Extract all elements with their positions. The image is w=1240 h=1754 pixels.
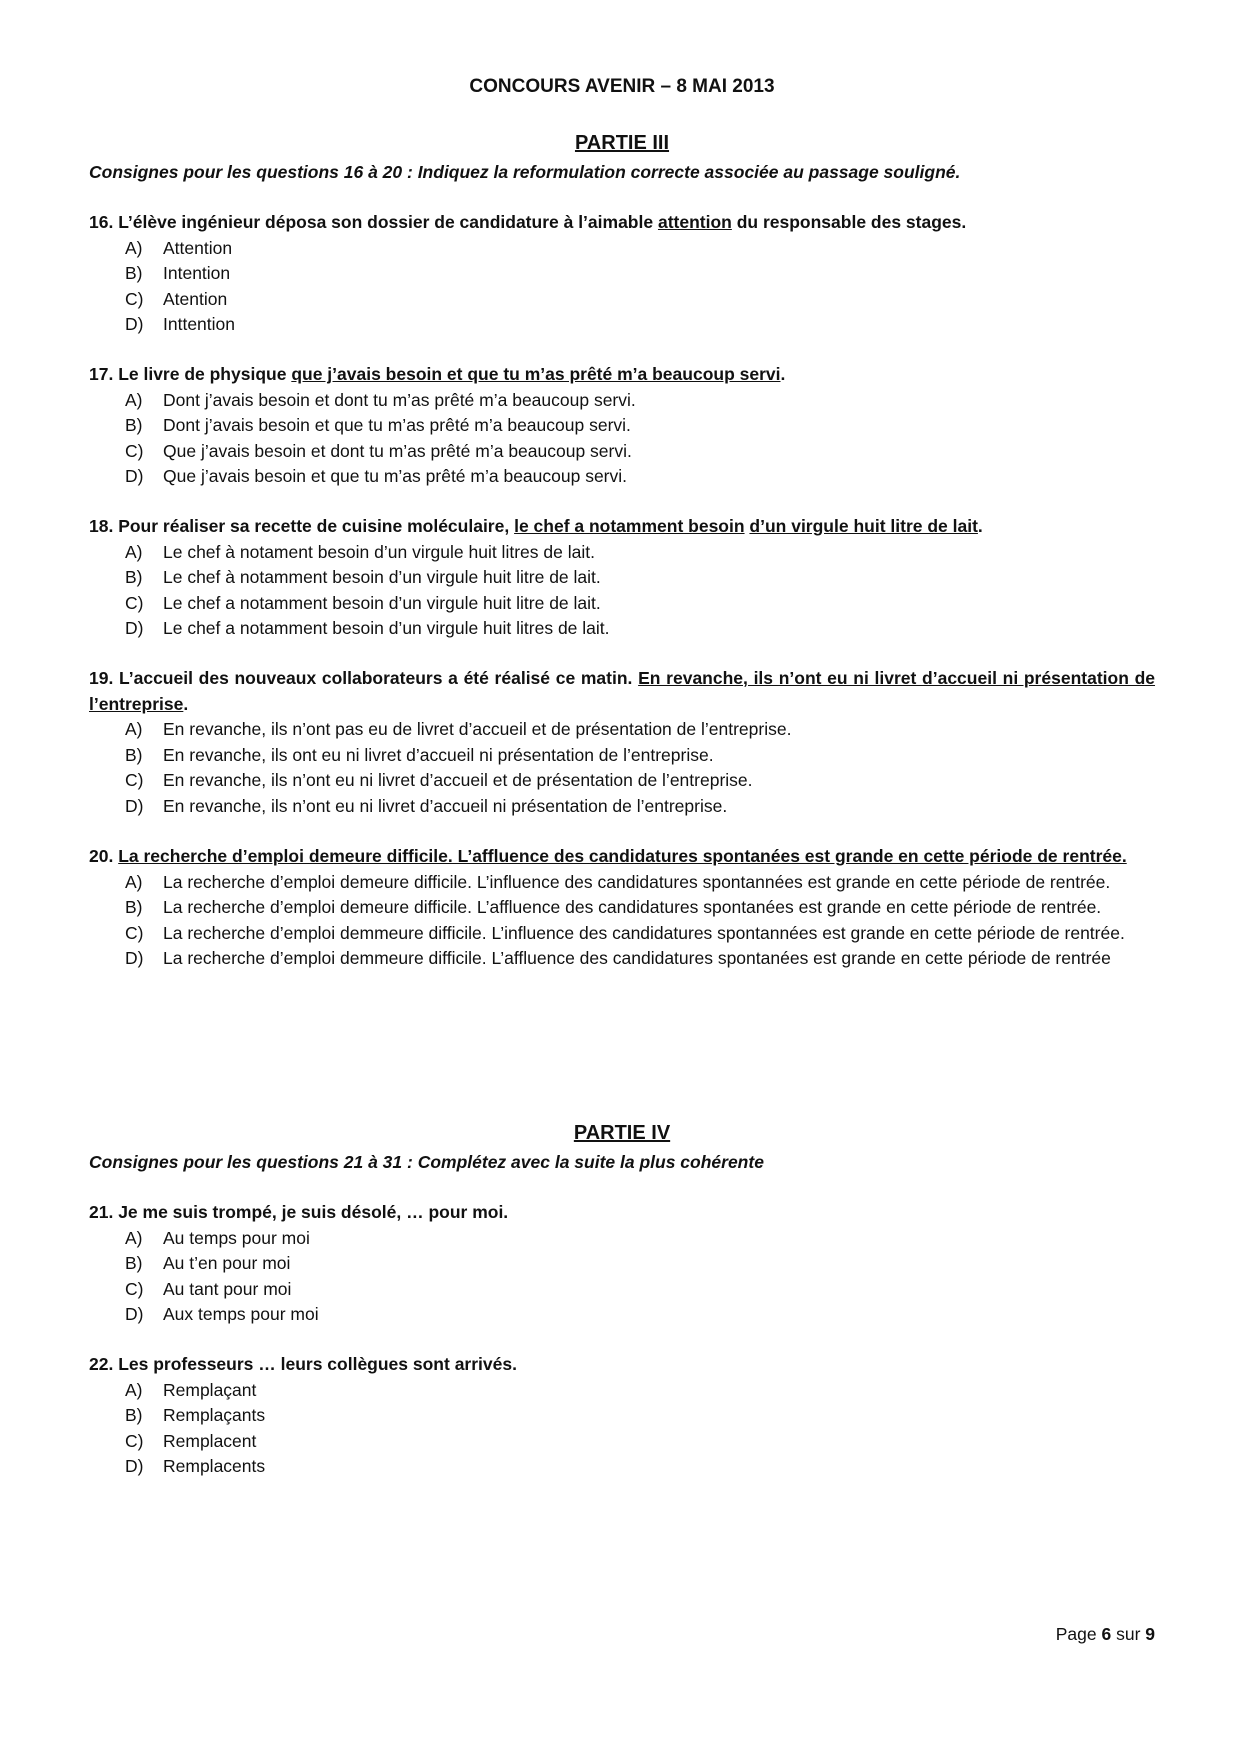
option-c[interactable]: C) Remplacent: [125, 1430, 257, 1451]
option-a[interactable]: A) Remplaçant: [125, 1379, 257, 1400]
question-17-options: [89, 388, 1155, 490]
option-d[interactable]: D) La recherche d’emploi demmeure difficile. L’affluence des candidatures spontanées est grande en cette période de rentrée: [125, 948, 1111, 968]
option-a[interactable]: A) La recherche d’emploi demeure difficile. L’influence des candidatures spontannées est grande en cette période de rentrée.: [125, 871, 1111, 892]
option-a[interactable]: A) Dont j’avais besoin et dont tu m’as prêté m’a beaucoup servi.: [125, 389, 636, 410]
question-21-stem: 21. Je me suis trompé, je suis désolé, … pour moi.: [89, 1202, 509, 1222]
question-22: [89, 1352, 1155, 1480]
option-c[interactable]: C) Que j’avais besoin et dont tu m’as prêté m’a beaucoup servi.: [125, 440, 632, 461]
question-18-underlined-1: le chef a notamment besoin: [514, 516, 745, 536]
question-19-options: [89, 717, 1155, 819]
question-19-stem: 19. L’accueil des nouveaux collaborateurs a été réalisé ce matin. En revanche, ils n’ont eu ni livret d’accueil ni présentation de l’entreprise.: [89, 668, 1156, 714]
part-3-title: PARTIE III: [574, 132, 670, 154]
option-c[interactable]: C) Atention: [125, 288, 228, 309]
option-c[interactable]: C) Au tant pour moi: [125, 1278, 292, 1299]
question-20-options: [89, 870, 1155, 972]
exam-page: [89, 0, 1155, 1754]
page-number: Page 6 sur 9: [1055, 1624, 1155, 1644]
option-b[interactable]: B) Au t’en pour moi: [125, 1253, 291, 1273]
option-b[interactable]: B) Remplaçants: [125, 1405, 266, 1425]
option-b[interactable]: B) Intention: [125, 263, 231, 283]
question-16-stem: 16. L’élève ingénieur déposa son dossier de candidature à l’aimable attention du responsable des stages.: [89, 212, 967, 232]
question-16: [89, 210, 1155, 338]
part-3-instructions: Consignes pour les questions 16 à 20 : Indiquez la reformulation correcte associée au passage souligné.: [89, 162, 961, 182]
question-22-stem: 22. Les professeurs … leurs collègues sont arrivés.: [89, 1354, 517, 1374]
option-b[interactable]: B) En revanche, ils ont eu ni livret d’accueil ni présentation de l’entreprise.: [125, 744, 714, 765]
question-21-options: [89, 1226, 1155, 1328]
option-a[interactable]: A) Le chef à notament besoin d’un virgule huit litres de lait.: [125, 541, 595, 562]
option-b[interactable]: B) Dont j’avais besoin et que tu m’as prêté m’a beaucoup servi.: [125, 415, 631, 435]
option-d[interactable]: D) En revanche, ils n’ont eu ni livret d’accueil ni présentation de l’entreprise.: [125, 795, 728, 816]
option-d[interactable]: D) Inttention: [125, 314, 235, 334]
option-a[interactable]: A) En revanche, ils n’ont pas eu de livret d’accueil et de présentation de l’entreprise.: [125, 719, 792, 739]
option-d[interactable]: D) Remplacents: [125, 1456, 266, 1476]
part-4-instructions: Consignes pour les questions 21 à 31 : Complétez avec la suite la plus cohérente: [89, 1152, 764, 1172]
question-19-underlined: En revanche, ils n’ont eu ni livret d’accueil ni présentation de l’entreprise: [89, 668, 1156, 714]
question-18: [89, 514, 1155, 642]
option-d[interactable]: D) Le chef a notamment besoin d’un virgule huit litres de lait.: [125, 618, 610, 638]
question-17: [89, 362, 1155, 490]
document-title: CONCOURS AVENIR – 8 MAI 2013: [469, 76, 775, 97]
question-17-underlined: que j’avais besoin et que tu m’as prêté m’a beaucoup servi: [291, 364, 781, 384]
question-18-underlined-2: d’un virgule huit litre de lait: [749, 516, 978, 536]
option-d[interactable]: D) Aux temps pour moi: [125, 1304, 319, 1324]
part-4-title: PARTIE IV: [573, 1122, 671, 1144]
question-20-stem: 20. La recherche d’emploi demeure difficile. L’affluence des candidatures spontanées est grande en cette période de rentrée.: [89, 846, 1127, 866]
question-18-options: [89, 540, 1155, 642]
option-b[interactable]: B) La recherche d’emploi demeure difficile. L’affluence des candidatures spontanées est grande en cette période de rentrée.: [125, 897, 1102, 917]
question-22-options: [89, 1378, 1155, 1480]
question-21: [89, 1200, 1155, 1328]
option-a[interactable]: A) Attention: [125, 237, 233, 258]
question-16-underlined: attention: [657, 212, 732, 232]
option-a[interactable]: A) Au temps pour moi: [125, 1227, 310, 1248]
question-20: [89, 844, 1155, 972]
option-d[interactable]: D) Que j’avais besoin et que tu m’as prêté m’a beaucoup servi.: [125, 466, 628, 486]
question-19: [89, 666, 1155, 819]
option-b[interactable]: B) Le chef à notamment besoin d’un virgule huit litre de lait.: [125, 567, 601, 587]
option-c[interactable]: C) Le chef a notamment besoin d’un virgule huit litre de lait.: [125, 592, 601, 613]
option-c[interactable]: C) La recherche d’emploi demmeure difficile. L’influence des candidatures spontannées est grande en cette période de rentrée.: [125, 922, 1125, 943]
question-18-stem: 18. Pour réaliser sa recette de cuisine moléculaire, le chef a notamment besoin d’un virgule huit litre de lait.: [89, 516, 983, 536]
question-20-underlined: La recherche d’emploi demeure difficile. L’affluence des candidatures spontanées est grande en cette période de rentrée.: [118, 846, 1127, 866]
question-17-stem: 17. Le livre de physique que j’avais besoin et que tu m’as prêté m’a beaucoup servi.: [89, 364, 786, 384]
question-16-options: [89, 236, 1155, 338]
option-c[interactable]: C) En revanche, ils n’ont eu ni livret d’accueil et de présentation de l’entreprise.: [125, 770, 753, 790]
